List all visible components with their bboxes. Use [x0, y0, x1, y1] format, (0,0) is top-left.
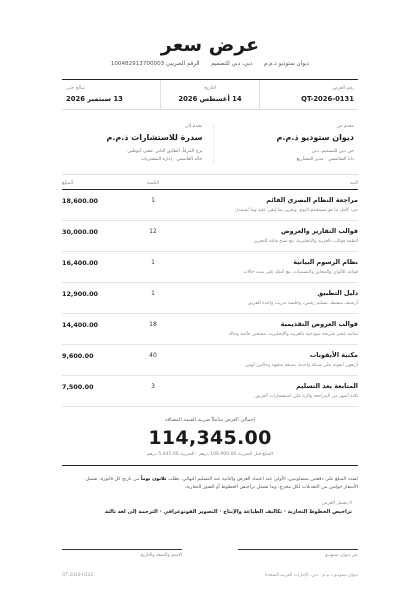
quote-number: QT-2026-0131: [301, 95, 354, 103]
grand-total: 114,345.00: [148, 426, 272, 449]
item-amount: 16,400.00: [62, 258, 98, 267]
meta-quote-no: رقم العرض QT-2026-0131: [260, 80, 358, 109]
item-name: قوالب التقارير والعروض: [281, 226, 358, 235]
page-footer: [62, 573, 358, 578]
item-quantity: 3: [151, 382, 155, 390]
item-quantity: 12: [149, 227, 157, 235]
exclusions: لا يشمل العرض تراخيص الخطوط التجارية · تكاليف الطباعة والإنتاج · التصوير الفوتوغرافي · الترجمة إلى لغة ثالثة: [104, 500, 352, 515]
tax-label: الرقم الضريبي: [165, 61, 200, 67]
footer-quote-no: QT-2026-0131: [62, 573, 94, 578]
line-items: [62, 190, 358, 407]
parties: [62, 124, 358, 175]
quote-date: 14 أغسطس 2026: [178, 95, 242, 103]
signature-from: عن ديوان ستوديو: [238, 549, 358, 558]
meta-date: التاريخ 14 أغسطس 2026: [161, 80, 260, 109]
to-name: سدرة للاستشارات ذ.م.م: [106, 133, 203, 142]
item-amount: 30,000.00: [62, 227, 98, 236]
signatures: [62, 549, 358, 558]
item-name: مكتبة الأيقونات: [309, 350, 358, 359]
item-name: المتابعة بعد التسليم: [296, 381, 358, 390]
from-name: ديوان ستوديو ذ.م.م: [276, 133, 354, 142]
table-row: [62, 190, 358, 221]
quote-meta: [62, 79, 358, 110]
item-description: ثلاثة أشهر من المراجعة والرد على استفسارات الفريق: [255, 393, 358, 399]
document-title: عرض سعر: [160, 34, 260, 56]
item-quantity: 18: [149, 320, 157, 328]
item-name: دليل التطبيق: [317, 288, 358, 297]
item-name: قوالب العروض التقديمية: [280, 319, 358, 328]
signature-to: الاسم والصفة والتاريخ: [62, 549, 182, 558]
item-description: أرشيف منشط، تسليم رقمي، وجلسة تدريب واحدة للفريق: [247, 300, 358, 306]
totals-breakdown: المبلغ قبل الضريبة 108,900.00 درهم · الضريبة 5,445.00 درهم: [147, 451, 273, 457]
item-description: قواعد للألوان والمحاور والتسميات، مع أمثلة على ست حالات: [243, 269, 358, 275]
footer-company: ديوان ستوديو ذ.م.م · دبي، الإمارات العربية المتحدة: [265, 573, 358, 578]
valid-until-date: 13 سبتمبر 2026: [66, 95, 123, 103]
payment-terms: يُسدد المبلغ على دفعتين متساويتين، الأولى عند اعتماد العرض والثانية عند التسليم النهائي. تطلب ثلاثون يوماً من تاريخ كل فاتورة. تشمل الأسعار جولتين من التعديلات لكل مخرج، وما تشمل تراخيص الخطوط أو الصور التجارية.: [85, 476, 358, 491]
item-amount: 12,900.00: [62, 289, 98, 298]
item-amount: 14,400.00: [62, 320, 98, 329]
item-description: أربعون أيقونة على شبكة واحدة، بصيغة متجهة وحالتين لونين: [244, 362, 358, 368]
company-city: دبي، دبي للتصميم: [210, 61, 253, 67]
table-row: [62, 376, 358, 407]
totals: إجمالي العرض شاملاً ضريبة القيمة المضافة 114,345.00 المبلغ قبل الضريبة 108,900.00 درهم · الضريبة 5,445.00 درهم: [62, 417, 358, 466]
table-row: [62, 345, 358, 376]
company-name: ديوان ستوديو ذ.م.م: [263, 61, 310, 67]
table-row: [62, 314, 358, 345]
company-subline: ديوان ستوديو ذ.م.م · دبي، دبي للتصميم · الرقم الضريبي 100482913700003: [110, 61, 310, 67]
item-description: جرد كامل ما هو مستخدم اليوم، وتقرير بما يُبقى عليه وما يُستبدل: [235, 207, 358, 213]
party-to: مقدم إلى سدرة للاستشارات ذ.م.م برج المرفأ، الطابق الثاني عشر، أبوظبي خالد القاسمي · إدارة المشتريات: [62, 124, 214, 164]
item-amount: 18,600.00: [62, 196, 98, 205]
item-quantity: 1: [151, 289, 155, 297]
table-row: [62, 283, 358, 314]
item-quantity: 40: [149, 351, 157, 359]
item-description: أنظمة قوالب بالعربية والإنجليزية، مع نسخ قابلة للتحرير: [253, 238, 358, 244]
item-amount: 9,600.00: [62, 351, 94, 360]
item-name: نظام الرسوم البيانية: [293, 257, 358, 266]
item-description: ثمانية عشر شريحة نموذجية بالعربية والإنجليزية، بتسخين قائمة وحالة: [228, 331, 358, 337]
table-row: [62, 252, 358, 283]
tax-number: 100482913700003: [110, 61, 165, 67]
table-header: البند الكمية المبلغ: [62, 181, 358, 190]
item-quantity: 1: [151, 258, 155, 266]
item-quantity: 1: [151, 196, 155, 204]
meta-valid-until: صالح حتى 13 سبتمبر 2026: [62, 80, 161, 109]
table-row: [62, 221, 358, 252]
party-from: مقدم من ديوان ستوديو ذ.م.م حي دبي للتصميم، دبي دانا الشامسي · مدير المشاريع: [214, 124, 359, 164]
item-amount: 7,500.00: [62, 382, 94, 391]
item-name: مراجعة النظام البصري القائم: [266, 195, 358, 204]
